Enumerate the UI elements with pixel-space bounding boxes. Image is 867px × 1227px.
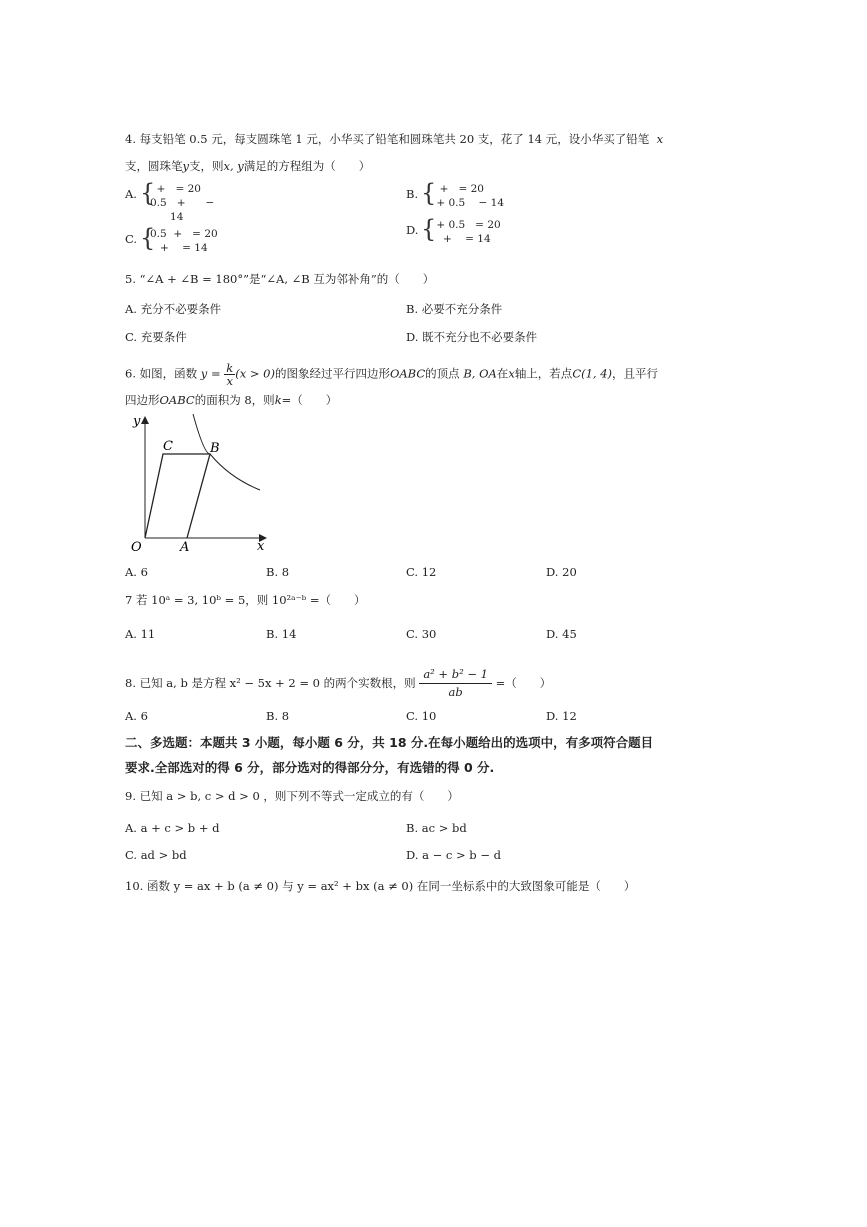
- q8-stem: 8. 已知 a, b 是方程 x² − 5x + 2 = 0 的两个实数根，则 $\frac{\text{a² + b² − 1}}{ab}$ =（ ）: [125, 666, 551, 702]
- section2-line1: 二、多选题：本题共 3 小题，每小题 6 分，共 18 分.在每小题给出的选项中，有多项符合题目: [125, 735, 654, 750]
- q4-option-c-system: 0.5 + = 20 + = 14: [150, 228, 218, 254]
- q4-option-a-label: A.: [125, 187, 137, 201]
- q4-option-b-system: + = 20 + 0.5 − 14: [433, 183, 505, 209]
- q4-option-b-label: B.: [406, 187, 419, 201]
- label-b: B: [210, 441, 220, 456]
- q9-option-c: C. ad > bd: [125, 848, 187, 862]
- label-a: A: [180, 540, 190, 555]
- label-c: C: [163, 439, 173, 454]
- q8-option-c: C. 10: [406, 709, 437, 723]
- q4-option-d-system: + 0.5 = 20 + = 14: [433, 219, 501, 245]
- q8-fraction: $\frac{\text{a² + b² − 1}}{ab}$: [419, 666, 492, 702]
- q4-option-b-brace: {: [421, 179, 437, 207]
- q4-line2: 支，圆珠笔y支，则x, y满足的方程组为（ ）: [125, 159, 371, 173]
- q9-option-a: A. a + c > b + d: [125, 821, 220, 835]
- q4-option-d-label: D.: [406, 223, 419, 237]
- q6-line2: 四边形OABC的面积为 8，则k=（ ）: [125, 393, 338, 407]
- q4-option-a-system: + = 20 0.5 + − 14: [150, 183, 215, 223]
- q4-option-c-label: C.: [125, 232, 138, 246]
- q8-option-a: A. 6: [125, 709, 148, 723]
- q4-option-d-brace: {: [421, 215, 437, 243]
- q6-option-d: D. 20: [546, 565, 577, 579]
- label-y: y: [133, 414, 141, 429]
- q7-option-d: D. 45: [546, 627, 577, 641]
- label-x: x: [257, 539, 265, 554]
- q6-figure: [120, 408, 280, 558]
- q7-option-c: C. 30: [406, 627, 437, 641]
- q8-option-b: B. 8: [266, 709, 290, 723]
- section2-line2: 要求.全部选对的得 6 分，部分选对的得部分分，有选错的得 0 分.: [125, 760, 495, 775]
- q5-option-d: D. 既不充分也不必要条件: [406, 330, 538, 344]
- label-o: O: [131, 540, 142, 555]
- q9-option-d: D. a − c > b − d: [406, 848, 501, 862]
- q5-option-a: A. 充分不必要条件: [125, 302, 222, 316]
- q9-stem: 9. 已知 a > b, c > d > 0 ，则下列不等式一定成立的有（ ）: [125, 789, 459, 803]
- q6-option-c: C. 12: [406, 565, 437, 579]
- q7-option-b: B. 14: [266, 627, 297, 641]
- q4-line1: 4. 每支铅笔 0.5 元，每支圆珠笔 1 元，小华买了铅笔和圆珠笔共 20 支，花了 14 元，设小华买了铅笔 x: [125, 132, 664, 146]
- q6-option-a: A. 6: [125, 565, 148, 579]
- q6-line1: 6. 如图，函数 y = $\frac{k}{x}$ (x > 0)的图象经过平行四边形OABC的顶点 B, OA在x轴上，若点C(1, 4)，且平行: [125, 361, 659, 389]
- q5-option-c: C. 充要条件: [125, 330, 187, 344]
- q5-option-b: B. 必要不充分条件: [406, 302, 503, 316]
- q4-option-c-brace: {: [140, 224, 156, 252]
- q7-option-a: A. 11: [125, 627, 156, 641]
- q6-option-b: B. 8: [266, 565, 290, 579]
- q9-option-b: B. ac > bd: [406, 821, 467, 835]
- q5-stem: 5. “∠A + ∠B = 180°”是“∠A, ∠B 互为邻补角”的（ ）: [125, 272, 435, 286]
- q8-option-d: D. 12: [546, 709, 577, 723]
- q6-fraction: $\frac{k}{x}$: [226, 361, 234, 389]
- q4-option-a-brace: {: [140, 179, 156, 207]
- parallelogram-oabc: [145, 454, 210, 538]
- q10-stem: 10. 函数 y = ax + b (a ≠ 0) 与 y = ax² + bx (a ≠ 0) 在同一坐标系中的大致图象可能是（ ）: [125, 879, 636, 893]
- q7-stem: 7 若 10ᵃ = 3, 10ᵇ = 5，则 10²ᵃ⁻ᵇ =（ ）: [125, 593, 366, 607]
- q4-var-x: x: [656, 132, 664, 146]
